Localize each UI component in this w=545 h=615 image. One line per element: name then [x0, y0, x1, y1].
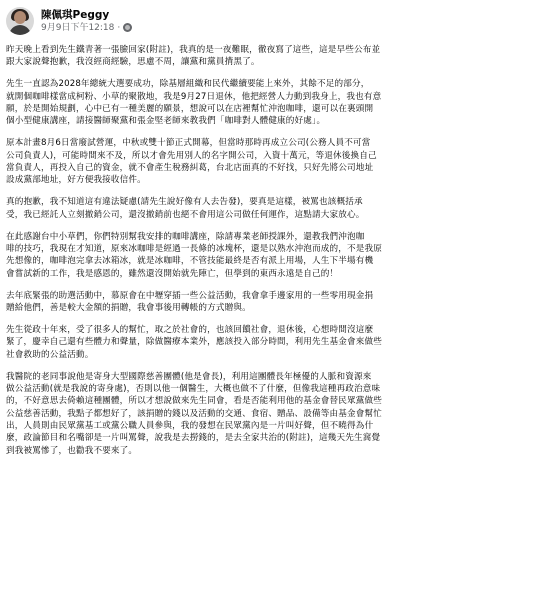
post-timestamp[interactable]: 9月9日下午12:18: [41, 22, 115, 33]
post-paragraph: 先生從政十年來，受了很多人的幫忙，取之於社會的，也該回饋社會，退休後，心想時間沒這麼 緊了，慶幸自己還有些體力和聲量，除做醫療本業外，應該投入部分時間，利用先生基金會來做些 社會救助的公益活動。: [6, 325, 382, 360]
post-meta: [41, 9, 132, 34]
avatar[interactable]: [6, 7, 34, 35]
post-header: [6, 6, 539, 36]
separator-dot: ·: [117, 22, 121, 33]
post-paragraph: 在此感謝台中小草們，你們特別幫我安排的咖啡講座，除請專業老師授課外，還教我們沖泡咖 啡的技巧，我現在才知道，原來冰咖啡是經過一長條的冰塊杯，還是以熟水沖泡而成的，不是我原 先想像的，咖啡泡完拿去冰箱冰，就是冰咖啡，不管技能最終是否有派上用場，人生下半場有機 會嘗試新的工作，我是感恩的，雖然還沒開始就先陣亡，但學到的東西永遠是自己的！: [6, 231, 382, 279]
post-paragraph: 我醫院的老同事說他是寄身大型國際慈善團體(他是會長)，利用這團體長年極優的人脈和資源來 做公益活動(就是我說的寄身處)，否則以他一個醫生，大概也做不了什麼，但像我這種再政治意味 的，不好意思去倚賴這種團體，所以才想說做來先生同會，看是否能利用他的基金會替民眾黨做些 公益慈善活動，我點子都想好了，該捐贈的錢以及活動的交通、食宿、贈品、設備等由基金會幫忙 出，人員則由民眾黨基工或黨公職人員參與，我的發想在民眾黨內是一片叫好聲，但不曉得為什 麼，政論節目和名嘴卻是一片叫罵聲，說我是去撈錢的，是去全家共治的(附註)，這幾天先生窩覺 到我被罵慘了，也勸我不要來了。: [6, 371, 382, 456]
post-paragraph: 真的抱歉，我不知道這有違法疑慮(請先生說好像有人去告發)，要真是這樣，被罵也該概括承 受，我已經託人立刻撤銷公司，還沒撤銷前也絕不會用這公司做任何運作，這點請大家放心。: [6, 197, 365, 220]
post-paragraph: 去年底緊張的助選活動中，慕原會在中壢穿插一些公益活動，我會拿手邊家用的一些零用現金捐 贈給他們，善是較大金額的捐贈，我會事後用轉帳的方式贈與。: [6, 290, 374, 314]
post-subline: [41, 22, 132, 34]
post-paragraph: 昨天晚上看到先生鐵青著一張臉回家(附註)，我真的是一夜難眠，徹夜寫了這些，這是早些公布並 跟大家說聲抱歉，我沒經商經驗，思慮不周，讓黨和黨員揹黑了。: [6, 45, 381, 68]
author-name[interactable]: 陳佩琪Peggy: [41, 8, 110, 21]
post-body: [6, 44, 539, 457]
globe-icon[interactable]: [123, 23, 132, 32]
post-paragraph: 先生一直認為2028年總統大選要成功，除基層組織和民代繼續要能上來外，其餘不足的部分， 就開個咖啡樣當成柯粉、小草的聚散地，我是9月27日退休，他把經營人力動到我身上，我也有意 願，於是開始規劃，心中已有一種美麗的願景，想說可以在店裡幫忙沖泡咖啡，還可以在裏頭開 個小型健康講座，請接醫師聚黨和張金堅老師來教我們「咖啡對人體健康的好處」。: [6, 79, 382, 127]
post-paragraph: 原本計畫8月6日當廢試營運，中秋或雙十節正式開幕，但當時那時再成立公司(公務人員不可當 公司負責人)，可能時間來不及，所以才會先用別人的名字開公司，入資十萬元，等退休後換自己 當負責人，再投入自己的資金，就不會產生稅務糾葛，台北店面真的不好找，只好先將公司地址 設成黨部地址，好方便我接收信件。: [6, 138, 377, 186]
